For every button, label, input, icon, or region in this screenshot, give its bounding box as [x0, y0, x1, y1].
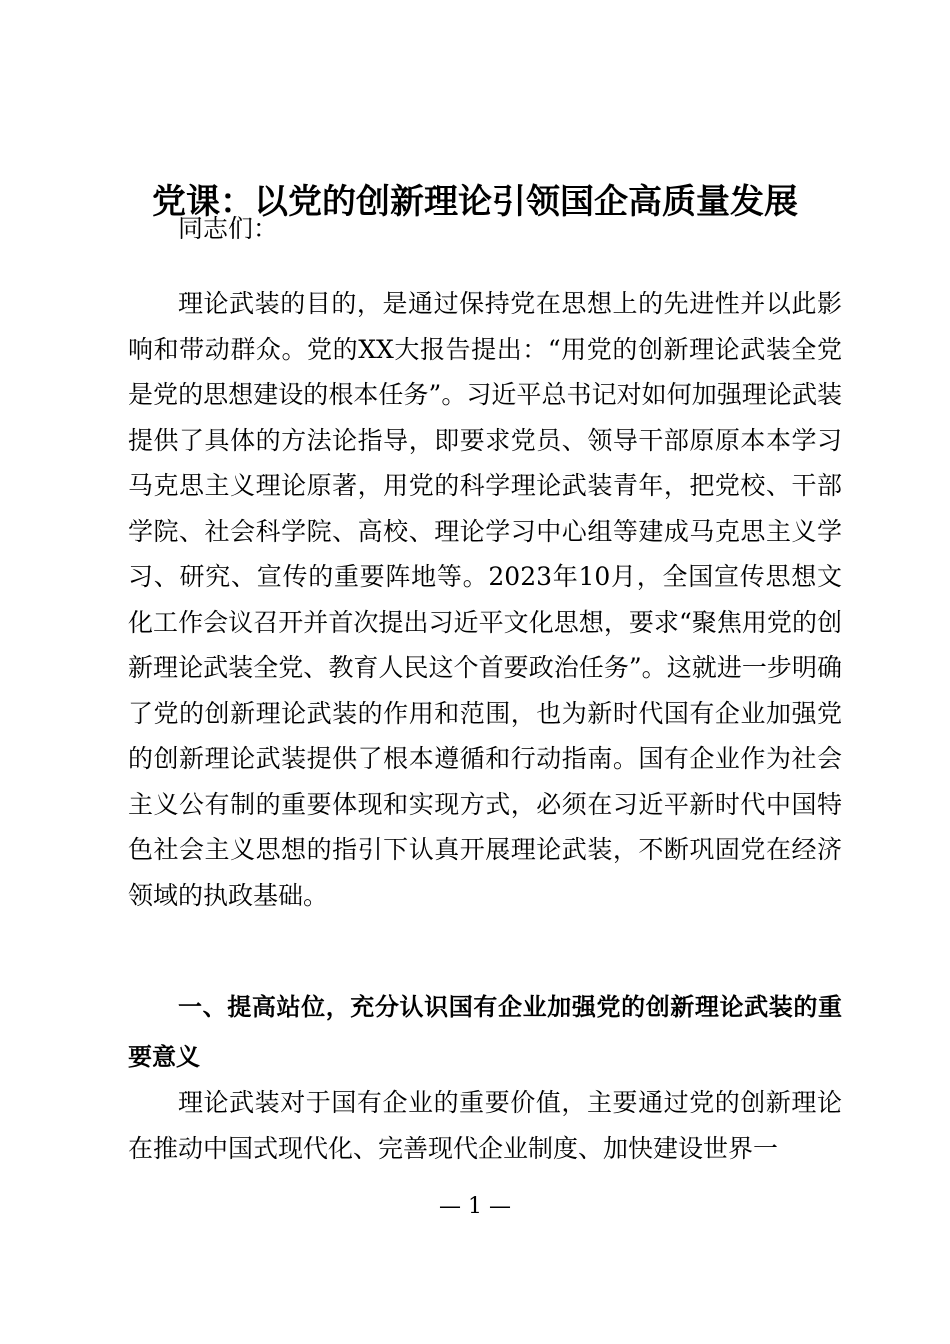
salutation: 同志们：: [178, 214, 279, 243]
document-title: 党课：以党的创新理论引领国企高质量发展: [152, 182, 798, 222]
body-paragraph-1: 理论武装的目的，是通过保持党在思想上的先进性并以此影响和带动群众。党的XX大报告提出：“用党的创新理论武装全党是党的思想建设的根本任务”。习近平总书记对如何加强理论武装提供了具体的方法论指导，即要求党员、领导干部原原本本学习马克思主义理论原著，用党的科学理论武装青年，把党校、干部学院、社会科学院、高校、理论学习中心组等建成马克思主义学习、研究、宣传的重要阵地等。2023年10月，全国宣传思想文化工作会议召开并首次提出习近平文化思想，要求“聚焦用党的创新理论武装全党、教育人民这个首要政治任务”。这就进一步明确了党的创新理论武装的作用和范围，也为新时代国有企业加强党的创新理论武装提供了根本遵循和行动指南。国有企业作为社会主义公有制的重要体现和实现方式，必须在习近平新时代中国特色社会主义思想的指引下认真开展理论武装，不断巩固党在经济领域的执政基础。: [128, 289, 842, 910]
body-paragraph-2: 理论武装对于国有企业的重要价值，主要通过党的创新理论在推动中国式现代化、完善现代企业制度、加快建设世界一: [128, 1088, 842, 1163]
page-number: — 1 —: [439, 1194, 511, 1219]
section-heading-1: 一、提高站位，充分认识国有企业加强党的创新理论武装的重要意义: [128, 993, 842, 1071]
